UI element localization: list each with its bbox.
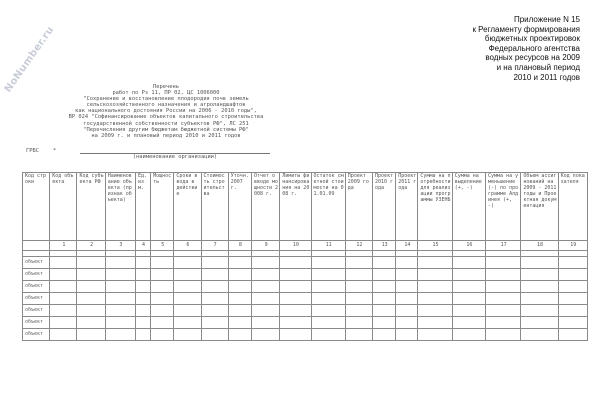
column-number: 16 [452, 241, 485, 251]
table-header-row [23, 173, 588, 241]
title-line: на 2009 г. и плановый период 2010 и 2011 годов [91, 132, 241, 139]
title-line: "Перечисления другим бюджетам бюджетной системы РФ" [83, 126, 249, 133]
works-table [22, 172, 588, 341]
column-number: 12 [345, 241, 372, 251]
column-number: 4 [135, 241, 150, 251]
column-header: Сумма на выделение (+, -) [452, 173, 485, 241]
appendix-line: бюджетных проектировок [484, 34, 580, 44]
row-label: объект [23, 269, 50, 281]
column-header: Проект 2009 года [345, 173, 372, 241]
appendix-line: 2010 и 2011 годов [513, 72, 580, 82]
title-line: работ по Рз 11, ПР 02, ЦС 1006000 [112, 90, 220, 97]
column-number: 5 [151, 241, 174, 251]
table-row [23, 317, 588, 329]
column-header: Стоимость строительства [201, 173, 228, 241]
column-number: 13 [373, 241, 396, 251]
column-header: Код показателя [558, 173, 587, 241]
grbs-field [26, 148, 56, 154]
table-row [23, 305, 588, 317]
appendix-line: водных ресурсов на 2009 [485, 53, 580, 63]
table-row [23, 293, 588, 305]
appendix-line: и на плановый период [496, 62, 580, 72]
title-line: Перечень [153, 84, 179, 90]
table-row [23, 257, 588, 269]
appendix-line: Федерального агентства [488, 43, 580, 53]
column-number: 3 [105, 241, 135, 251]
column-number: 11 [311, 241, 345, 251]
table-row [23, 329, 588, 341]
column-header: Объем ассигнований на 2009 - 2011 годы и Проектная документация [521, 173, 558, 241]
column-number: 9 [251, 241, 279, 251]
table-row [23, 281, 588, 293]
column-header: Уточн. 2007 г. [228, 173, 251, 241]
title-line: государственной собственности субъектов РФ", ЛС 251 [83, 120, 249, 127]
row-label: объект [23, 281, 50, 293]
title-line: "Сохранение и восстановление плодородия почв земель [83, 96, 249, 103]
column-number: 15 [418, 241, 452, 251]
organization-caption: (наименование организации) [132, 154, 218, 160]
column-number: 10 [280, 241, 311, 251]
grbs-marker: * [52, 148, 57, 154]
column-number: 14 [396, 241, 418, 251]
appendix-line: к Регламенту формирования [472, 24, 580, 34]
column-header: Сумма на уменьшение (-) по программе Алдинея (+, -) [486, 173, 521, 241]
row-label: объект [23, 317, 50, 329]
column-header: Отчет о вводе мощности 2008 г. [251, 173, 279, 241]
column-number: 1 [50, 241, 77, 251]
column-number: 19 [558, 241, 587, 251]
column-header: Сумма на потребности для реализации программы УЗЕНБ [418, 173, 452, 241]
column-header: Мощность [151, 173, 174, 241]
row-label: объект [23, 293, 50, 305]
column-number-row [23, 241, 588, 251]
column-number: 18 [521, 241, 558, 251]
title-line: ВР 024 "Софинансирование объектов капитального строительства [68, 114, 264, 121]
column-number [23, 241, 50, 251]
appendix-header [340, 15, 580, 82]
grbs-label: ГРБС [26, 148, 39, 154]
column-header: Проект 2011 года [396, 173, 418, 241]
column-header: Остаток сметной стоимости на 01.01.09 [311, 173, 345, 241]
table-row [23, 269, 588, 281]
column-number: 2 [77, 241, 105, 251]
column-header: Код строки [23, 173, 50, 241]
document-title [16, 84, 316, 139]
row-label: объект [23, 305, 50, 317]
row-label: объект [23, 329, 50, 341]
column-header: Сроки ввода в действие [174, 173, 201, 241]
column-number: 17 [486, 241, 521, 251]
column-header: Ед. изм. [135, 173, 150, 241]
column-header: Проект 2010 года [373, 173, 396, 241]
column-header: Код объекта [50, 173, 77, 241]
column-number: 8 [228, 241, 251, 251]
column-number: 6 [174, 241, 201, 251]
column-header: Лимиты финансирования на 2008 г. [280, 173, 311, 241]
column-header: Наименование объекта (признак объекта) [105, 173, 135, 241]
column-number: 7 [201, 241, 228, 251]
watermark: NoNumber.ru [2, 24, 57, 95]
row-label: объект [23, 257, 50, 269]
title-line: сельскохозяйственного назначения и агроландшафтов [86, 102, 246, 109]
appendix-line: Приложение N 15 [513, 15, 580, 24]
column-header: Код субъекта РФ [77, 173, 105, 241]
title-line: как национального достояния России на 2006 - 2010 годы", [75, 108, 257, 115]
